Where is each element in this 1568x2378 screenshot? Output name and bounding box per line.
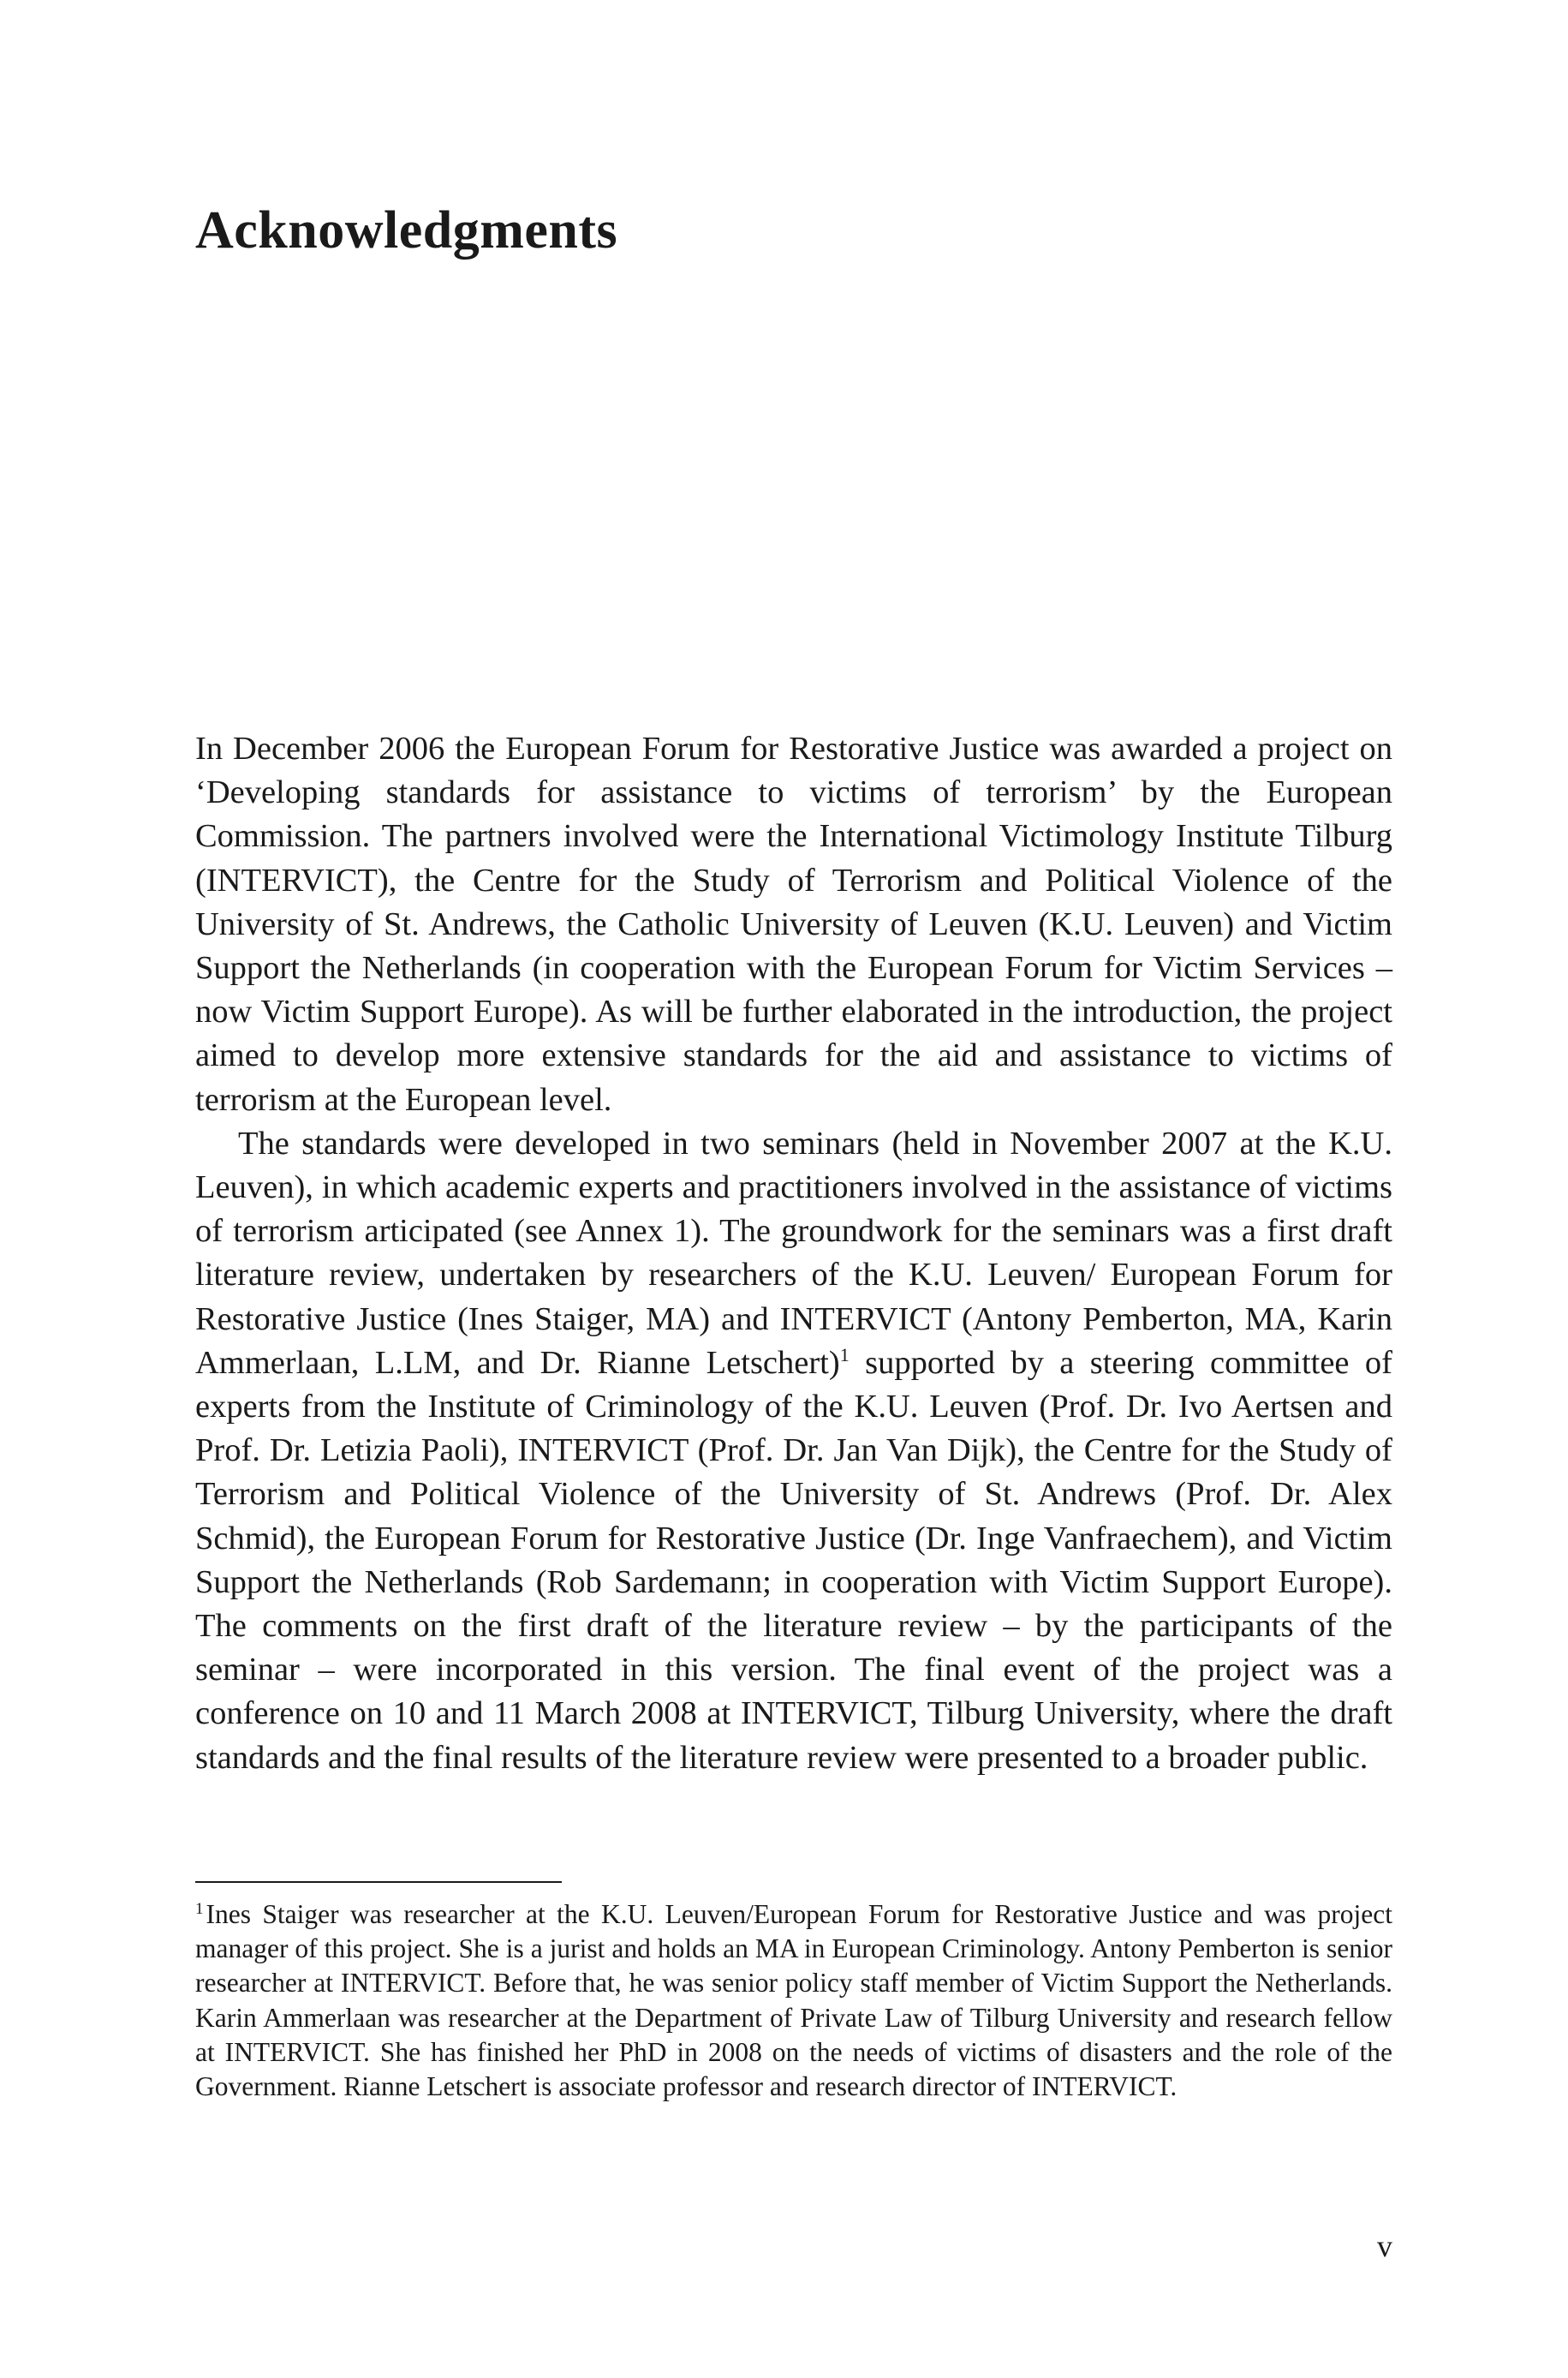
- paragraph-intro: In December 2006 the European Forum for Restorative Justice was awarded a project on ‘Developing standards for assistance to victims of terrorism’ by the European Commission. The partners involved were the International Victimology Institute Tilburg (INTERVICT), the Centre for the Study of Terrorism and Political Violence of the University of St. Andrews, the Catholic University of Leuven (K.U. Leuven) and Victim Support the Netherlands (in cooperation with the European Forum for Victim Services – now Victim Support Europe). As will be further elaborated in the introduction, the project aimed to develop more extensive standards for the aid and assistance to victims of terrorism at the European level.: [195, 731, 1392, 1118]
- footnote-marker: 1: [195, 1900, 204, 1918]
- paragraph-standards-part-1: The standards were developed in two seminars (held in November 2007 at the K.U. Leuven), in which academic experts and practitioners involved in the assistance of victims of terrorism articipated (see Annex 1). The groundwork for the seminars was a first draft literature review, undertaken by researchers of the K.U. Leuven/ European Forum for Restorative Justice (Ines Staiger, MA) and INTERVICT (Antony Pemberton, MA, Karin Ammerlaan, L.LM, and Dr. Rianne Letschert): [195, 1125, 1392, 1381]
- page-title: Acknowledgments: [195, 201, 618, 260]
- footnote-text: Ines Staiger was researcher at the K.U. Leuven/European Forum for Restorative Justice and was project manager of this project. She is a jurist and holds an MA in European Criminology. Antony Pemberton is senior researcher at INTERVICT. Before that, he was senior policy staff member of Victim Support the Netherlands. Karin Ammerlaan was researcher at the Department of Private Law of Tilburg University and research fellow at INTERVICT. She has finished her PhD in 2008 on the needs of victims of disasters and the role of the Government. Rianne Letschert is associate professor and research director of INTERVICT.: [195, 1899, 1392, 2102]
- footnote-reference[interactable]: 1: [839, 1343, 850, 1365]
- page-number: v: [1377, 2229, 1392, 2263]
- footnote-divider: [195, 1881, 562, 1883]
- paragraph-standards: [195, 1122, 1392, 1780]
- footnote: [195, 1897, 1392, 2104]
- body-text: [195, 727, 1392, 1780]
- paragraph-standards-part-2: supported by a steering committee of experts from the Institute of Criminology of the K.U. Leuven (Prof. Dr. Ivo Aertsen and Prof. Dr. Letizia Paoli), INTERVICT (Prof. Dr. Jan Van Dijk), the Centre for the Study of Terrorism and Political Violence of the University of St. Andrews (Prof. Dr. Alex Schmid), the European Forum for Restorative Justice (Dr. Inge Vanfraechem), and Victim Support the Netherlands (Rob Sardemann; in cooperation with Victim Support Europe). The comments on the first draft of the literature review – by the participants of the seminar – were incorporated in this version. The final event of the project was a conference on 10 and 11 March 2008 at INTERVICT, Tilburg University, where the draft standards and the final results of the literature review were presented to a broader public.: [195, 1344, 1392, 1776]
